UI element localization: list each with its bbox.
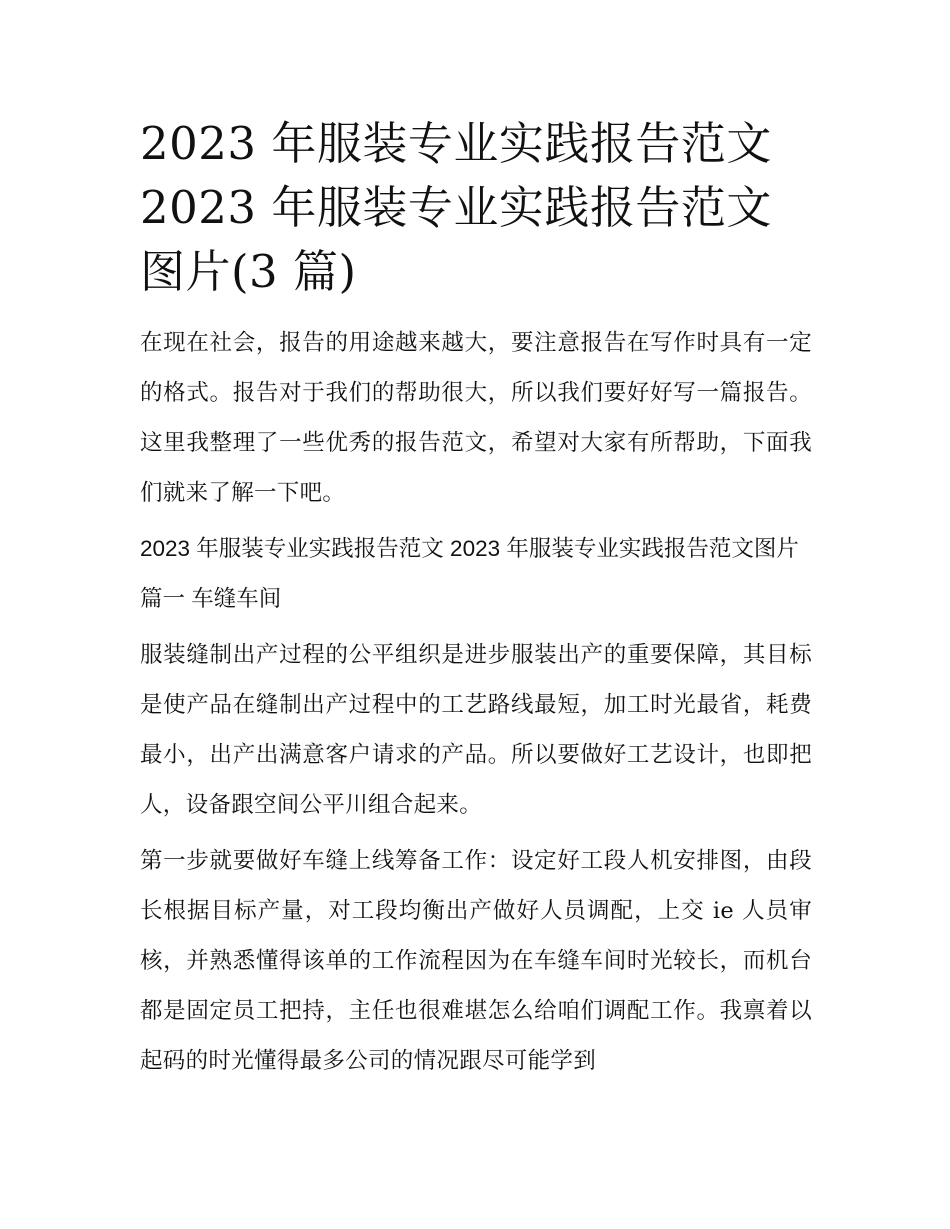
intro-paragraph: 在现在社会，报告的用途越来越大，要注意报告在写作时具有一定的格式。报告对于我们的帮助很大，所以我们要好好写一篇报告。这里我整理了一些优秀的报告范文，希望对大家有所帮助，下面我们就来了解一下吧。 [140, 330, 812, 506]
section-heading: 2023 年服装专业实践报告范文 2023 年服装专业实践报告范文图片篇一 车缝车间 [140, 536, 799, 611]
body-paragraph-1: 服装缝制出产过程的公平组织是进步服装出产的重要保障，其目标是使产品在缝制出产过程中的工艺路线最短，加工时光最省，耗费最小，出产出满意客户请求的产品。所以要做好工艺设计，也即把人，设备跟空间公平川组合起来。 [140, 642, 812, 818]
document-page [140, 112, 812, 1092]
body-paragraph-2: 第一步就要做好车缝上线筹备工作：设定好工段人机安排图，由段长根据目标产量，对工段均衡出产做好人员调配，上交 ie 人员审核，并熟悉懂得该单的工作流程因为在车缝车间时光较长，而机台都是固定员工把持，主任也很难堪怎么给咱们调配工作。我禀着以起码的时光懂得最多公司的情况跟尽可能学到 [140, 848, 812, 1074]
document-title: 2023 年服装专业实践报告范文 2023 年服装专业实践报告范文图片(3 篇) [140, 117, 772, 298]
